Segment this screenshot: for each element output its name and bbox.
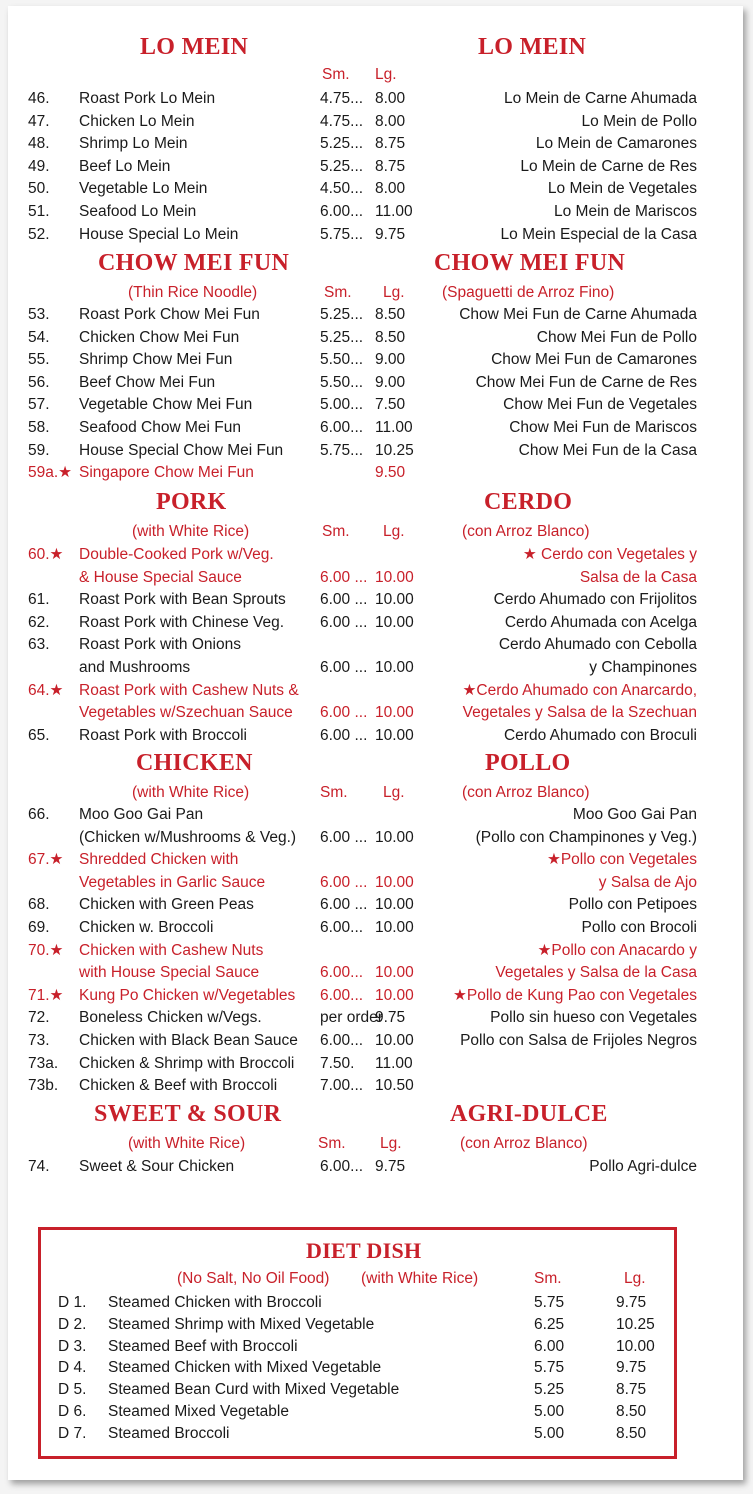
item-price-small: 6.00... [320,986,364,1004]
item-price-small: 6.00... [320,419,364,436]
item-name-en: Roast Pork Lo Mein [79,90,216,107]
lo-mein-lg-header: Lg. [375,66,397,83]
diet-price-large: 9.75 [616,1294,647,1311]
item-number: 62. [28,613,50,631]
item-price-large: 11.00 [375,1054,413,1072]
item-price-small: 4.75... [320,112,364,130]
chicken-lg-header: Lg. [383,784,405,801]
menu-item-row [0,1075,753,1097]
item-name-en: Boneless Chicken w/Vegs. [79,1009,262,1027]
diet-item-row [0,1379,753,1401]
item-name-es: ★Pollo con Anacardo y [537,941,697,959]
menu-item-row [0,178,753,200]
lo-mein-title-en: LO MEIN [140,34,249,60]
item-name-en: Seafood Chow Mei Fun [79,419,241,436]
diet-price-large: 10.00 [616,1337,655,1355]
item-number: 70.★ [28,941,64,959]
diet-item-row [0,1357,753,1379]
item-name-es: Pollo con Salsa de Frijoles Negros [460,1032,697,1049]
menu-item-row [0,1030,753,1052]
item-price-small: 5.50... [320,373,364,391]
item-number: 54. [28,328,50,346]
diet-item-name: Steamed Shrimp with Mixed Vegetable [108,1315,375,1333]
item-number: 73. [28,1032,50,1049]
chow-mei-fun-note-es: (Spaguetti de Arroz Fino) [442,284,615,301]
item-price-small: 6.00 ... [320,591,368,609]
item-price-large: 10.00 [375,896,414,914]
item-name-en: and Mushrooms [79,659,191,676]
chow-mei-fun-lg-header: Lg. [383,284,405,301]
menu-item-row [0,725,753,747]
chow-mei-fun-sm-header: Sm. [324,284,352,301]
item-number: 61. [28,591,50,609]
item-name-es: Cerdo Ahumada con Acelga [504,613,697,631]
item-price-small: 4.50... [320,180,364,198]
diet-item-row [0,1314,753,1336]
item-name-en: Seafood Lo Mein [79,203,197,220]
item-number: 64.★ [28,681,64,699]
chicken-note-es: (con Arroz Blanco) [462,784,590,801]
item-name-es: Cerdo Ahumado con Frijolitos [493,591,697,609]
item-name-en: Chicken Lo Mein [79,112,195,130]
item-price-small: 6.00... [320,964,364,982]
lo-mein-title-es: LO MEIN [478,34,587,60]
diet-price-large: 8.75 [616,1381,647,1399]
item-number: 52. [28,225,50,243]
item-name-en: Vegetable Chow Mei Fun [79,396,253,414]
menu-item-row [0,327,753,349]
diet-item-number: D 1. [58,1294,87,1311]
item-number: 47. [28,112,50,130]
item-price-large: 8.00 [375,180,406,198]
item-number: 51. [28,203,50,220]
item-price-large: 8.00 [375,112,406,130]
item-price-small: 6.00 ... [320,873,368,891]
item-price-small: 5.25... [320,306,364,323]
item-name-es: ★ Cerdo con Vegetales y [522,546,697,563]
menu-item-row [0,849,753,871]
item-price-small: 5.25... [320,135,364,153]
menu-item-row [0,680,753,702]
item-number: 48. [28,135,50,153]
item-price-large: 11.00 [375,203,413,220]
diet-item-number: D 5. [58,1381,87,1399]
item-name-es: Lo Mein de Carne de Res [520,157,697,175]
item-name-es: Chow Mei Fun de Mariscos [509,419,697,436]
menu-item-row [0,1156,753,1178]
item-name-es: Lo Mein de Mariscos [553,203,697,220]
item-price-small: 6.00 ... [320,659,368,676]
item-name-es: Lo Mein Especial de la Casa [500,225,697,243]
item-price-large: 8.75 [375,135,406,153]
item-number: 60.★ [28,546,64,563]
diet-item-row [0,1401,753,1423]
item-price-large: 9.00 [375,351,406,369]
item-name-en: Moo Goo Gai Pan [79,806,204,823]
item-price-small: 5.00... [320,396,364,414]
item-number: 69. [28,919,50,936]
pork-lg-header: Lg. [383,523,405,540]
menu-item-row [0,156,753,178]
item-price-large: 10.25 [375,441,414,459]
menu-item-row [0,657,753,679]
item-price-large: 10.00 [375,919,414,936]
chicken-title-en: CHICKEN [136,750,253,776]
item-name-es: Lo Mein de Carne Ahumada [503,90,697,107]
item-name-en: Roast Pork with Chinese Veg. [79,613,285,631]
diet-item-row [0,1423,753,1445]
item-price-small: 4.75... [320,90,364,107]
diet-price-small: 5.75 [534,1294,565,1311]
menu-item-row [0,917,753,939]
menu-item-row [0,985,753,1007]
item-name-es: ★Pollo de Kung Pao con Vegetales [453,986,697,1004]
item-name-en: Chicken with Green Peas [79,896,254,914]
item-number: 66. [28,806,50,823]
sweet-sour-note-es: (con Arroz Blanco) [460,1135,588,1152]
item-price-large: 10.00 [375,964,414,982]
diet-item-name: Steamed Bean Curd with Mixed Vegetable [108,1381,400,1399]
item-name-es: Vegetales y Salsa de la Casa [495,964,697,982]
menu-item-row [0,634,753,656]
item-price-large: 10.00 [375,568,414,586]
item-name-es: Lo Mein de Camarones [535,135,697,153]
menu-item-row [0,872,753,894]
item-number: 65. [28,726,50,744]
item-number: 57. [28,396,50,414]
diet-price-small: 5.25 [534,1381,565,1399]
item-price-small: 7.00... [320,1077,364,1095]
diet-price-small: 5.00 [534,1403,565,1420]
menu-item-row [0,372,753,394]
item-price-large: 11.00 [375,419,413,436]
item-price-large: 10.00 [375,828,414,846]
menu-item-row [0,1053,753,1075]
item-name-es: Chow Mei Fun de Vegetales [503,396,697,414]
menu-item-row [0,804,753,826]
item-name-en: House Special Chow Mei Fun [79,441,284,459]
item-price-large: 8.50 [375,306,406,323]
diet-item-number: D 6. [58,1403,87,1420]
item-name-es: y Champinones [589,659,697,676]
menu-item-row [0,544,753,566]
item-price-small: 5.25... [320,328,364,346]
item-price-small: 6.00 ... [320,726,368,744]
item-price-large: 10.00 [375,704,414,722]
menu-item-row [0,940,753,962]
item-price-large: 10.00 [375,591,414,609]
diet-price-large: 9.75 [616,1359,647,1377]
menu-item-row [0,827,753,849]
item-price-small: 6.00... [320,203,364,220]
item-price-small: 5.75... [320,225,364,243]
menu-item-row [0,417,753,439]
item-name-es: Pollo Agri-dulce [589,1158,697,1175]
item-name-en: Beef Chow Mei Fun [79,373,216,391]
item-name-en: Chicken & Beef with Broccoli [79,1077,278,1095]
item-price-small: 6.00 ... [320,828,368,846]
item-name-en: with House Special Sauce [79,964,260,982]
item-price-small: 6.00 ... [320,896,368,914]
item-name-en: Chicken with Black Bean Sauce [79,1032,298,1049]
item-price-large: 10.50 [375,1077,414,1095]
item-name-es: Chow Mei Fun de Carne Ahumada [459,306,697,323]
item-price-large: 9.75 [375,1158,406,1175]
chicken-sm-header: Sm. [320,784,348,801]
item-name-en: Roast Pork with Cashew Nuts & [79,681,299,699]
item-number: 53. [28,306,50,323]
pork-title-es: CERDO [484,489,573,515]
item-name-en: Shrimp Chow Mei Fun [79,351,233,369]
menu-item-row [0,111,753,133]
item-price-large: 9.75 [375,225,406,243]
item-price-small: 5.75... [320,441,364,459]
item-name-es: Lo Mein de Vegetales [547,180,697,198]
diet-item-name: Steamed Chicken with Mixed Vegetable [108,1359,382,1377]
item-price-large: 10.00 [375,726,414,744]
item-name-en: Shrimp Lo Mein [79,135,188,153]
diet-dish-title: DIET DISH [306,1238,422,1263]
item-price-small: 7.50. [320,1054,355,1072]
diet-sm-header: Sm. [534,1270,562,1287]
lo-mein-sm-header: Sm. [322,66,350,83]
menu-item-row [0,349,753,371]
item-name-es: Moo Goo Gai Pan [572,806,697,823]
item-name-en: Vegetables in Garlic Sauce [79,873,266,891]
menu-item-row [0,894,753,916]
diet-price-small: 5.75 [534,1359,565,1377]
item-name-en: Chicken w. Broccoli [79,919,214,936]
diet-item-row [0,1336,753,1358]
item-name-es: Lo Mein de Pollo [581,112,697,130]
item-number: 59. [28,441,50,459]
pork-note-en: (with White Rice) [132,523,250,540]
item-price-small: per order [320,1009,383,1027]
item-number: 55. [28,351,50,369]
item-name-es: Chow Mei Fun de Carne de Res [475,373,697,391]
item-name-es: ★Pollo con Vegetales [546,851,697,869]
menu-item-row [0,702,753,724]
diet-item-number: D 7. [58,1424,87,1442]
diet-price-small: 6.25 [534,1315,565,1333]
item-number: 68. [28,896,50,914]
item-price-small: 6.00 ... [320,568,368,586]
menu-item-row [0,88,753,110]
menu-item-row [0,962,753,984]
diet-item-number: D 4. [58,1359,87,1377]
item-price-large: 9.75 [375,1009,406,1027]
diet-item-row [0,1292,753,1314]
item-price-small: 5.50... [320,351,364,369]
item-name-en: Sweet & Sour Chicken [79,1158,235,1175]
item-name-es: Chow Mei Fun de Camarones [491,351,697,369]
item-name-en: Roast Pork with Onions [79,636,241,654]
menu-item-row [0,133,753,155]
menu-item-row [0,462,753,484]
diet-lg-header: Lg. [624,1270,646,1287]
chow-mei-fun-note-en: (Thin Rice Noodle) [128,284,258,301]
menu-item-row [0,589,753,611]
item-name-es: Cerdo Ahumado con Broculi [503,726,697,744]
item-number: 59a.★ [28,464,73,482]
item-price-small: 5.25... [320,157,364,175]
item-name-es: Chow Mei Fun de Pollo [536,328,697,346]
item-price-small: 6.00 ... [320,704,368,722]
item-number: 74. [28,1158,50,1175]
menu-item-row [0,304,753,326]
item-name-es: Salsa de la Casa [579,568,697,586]
item-price-large: 10.00 [375,613,414,631]
diet-note-no-salt: (No Salt, No Oil Food) [177,1270,330,1287]
item-name-en: House Special Lo Mein [79,225,239,243]
item-name-en: Vegetable Lo Mein [79,180,208,198]
item-name-en: Roast Pork with Bean Sprouts [79,591,286,609]
chicken-note-en: (with White Rice) [132,784,250,801]
item-name-en: Chicken with Cashew Nuts [79,941,264,959]
item-name-en: Shredded Chicken with [79,851,239,869]
item-name-en: Roast Pork with Broccoli [79,726,247,744]
item-name-es: Pollo con Petipoes [568,896,697,914]
chow-mei-fun-title-es: CHOW MEI FUN [434,250,626,276]
item-name-es: Pollo con Brocoli [581,919,697,936]
diet-item-name: Steamed Beef with Broccoli [108,1337,298,1355]
item-name-en: (Chicken w/Mushrooms & Veg.) [79,828,297,846]
menu-item-row [0,394,753,416]
pork-title-en: PORK [156,489,227,515]
diet-price-small: 5.00 [534,1424,565,1442]
item-number: 71.★ [28,986,64,1004]
item-name-en: Singapore Chow Mei Fun [79,464,254,482]
item-name-es: Chow Mei Fun de la Casa [518,441,697,459]
menu-item-row [0,440,753,462]
item-name-en: Chicken & Shrimp with Broccoli [79,1054,295,1072]
item-name-en: Roast Pork Chow Mei Fun [79,306,260,323]
diet-note-white-rice: (with White Rice) [361,1270,479,1287]
pork-sm-header: Sm. [322,523,350,540]
diet-item-number: D 2. [58,1315,87,1333]
pork-note-es: (con Arroz Blanco) [462,523,590,540]
item-name-es: Cerdo Ahumado con Cebolla [498,636,697,654]
diet-item-name: Steamed Mixed Vegetable [108,1403,289,1420]
item-price-large: 9.00 [375,373,406,391]
item-price-small: 6.00... [320,1032,364,1049]
sweet-sour-title-es: AGRI-DULCE [450,1101,608,1127]
diet-price-large: 8.50 [616,1403,647,1420]
item-price-large: 8.75 [375,157,406,175]
diet-item-name: Steamed Chicken with Broccoli [108,1294,322,1311]
item-number: 50. [28,180,50,198]
item-name-es: Pollo sin hueso con Vegetales [490,1009,697,1027]
item-name-es: Vegetales y Salsa de la Szechuan [462,704,697,722]
item-name-es: (Pollo con Champinones y Veg.) [475,828,697,846]
diet-item-name: Steamed Broccoli [108,1424,230,1442]
diet-price-large: 10.25 [616,1315,655,1333]
item-price-small: 6.00... [320,919,364,936]
item-name-en: & House Special Sauce [79,568,242,586]
chicken-title-es: POLLO [485,750,571,776]
item-name-en: Chicken Chow Mei Fun [79,328,240,346]
menu-item-row [0,612,753,634]
item-name-en: Kung Po Chicken w/Vegetables [79,986,296,1004]
item-price-large: 10.00 [375,659,414,676]
menu-item-row [0,224,753,246]
item-name-en: Beef Lo Mein [79,157,171,175]
sweet-sour-title-en: SWEET & SOUR [94,1101,282,1127]
item-number: 73a. [28,1054,59,1072]
sweet-sour-note-en: (with White Rice) [128,1135,246,1152]
item-price-large: 8.50 [375,328,406,346]
item-number: 46. [28,90,50,107]
menu-item-row [0,1007,753,1029]
item-price-small: 6.00 ... [320,613,368,631]
item-price-large: 9.50 [375,464,406,482]
item-price-small: 6.00... [320,1158,364,1175]
diet-price-large: 8.50 [616,1424,647,1442]
item-price-large: 8.00 [375,90,406,107]
menu-item-row [0,201,753,223]
item-number: 58. [28,419,50,436]
item-number: 63. [28,636,50,654]
diet-item-number: D 3. [58,1337,87,1355]
diet-price-small: 6.00 [534,1337,565,1355]
item-number: 49. [28,157,50,175]
item-price-large: 10.00 [375,873,414,891]
item-number: 73b. [28,1077,59,1095]
item-number: 56. [28,373,50,391]
chow-mei-fun-title-en: CHOW MEI FUN [98,250,290,276]
item-name-en: Double-Cooked Pork w/Veg. [79,546,274,563]
sweet-sour-lg-header: Lg. [380,1135,402,1152]
item-price-large: 7.50 [375,396,406,414]
item-price-large: 10.00 [375,986,414,1004]
item-number: 72. [28,1009,50,1027]
item-name-es: y Salsa de Ajo [598,873,697,891]
sweet-sour-sm-header: Sm. [318,1135,346,1152]
item-name-es: ★Cerdo Ahumado con Anarcardo, [462,681,697,699]
item-name-en: Vegetables w/Szechuan Sauce [79,704,293,722]
item-number: 67.★ [28,851,64,869]
menu-item-row [0,567,753,589]
item-price-large: 10.00 [375,1032,414,1049]
